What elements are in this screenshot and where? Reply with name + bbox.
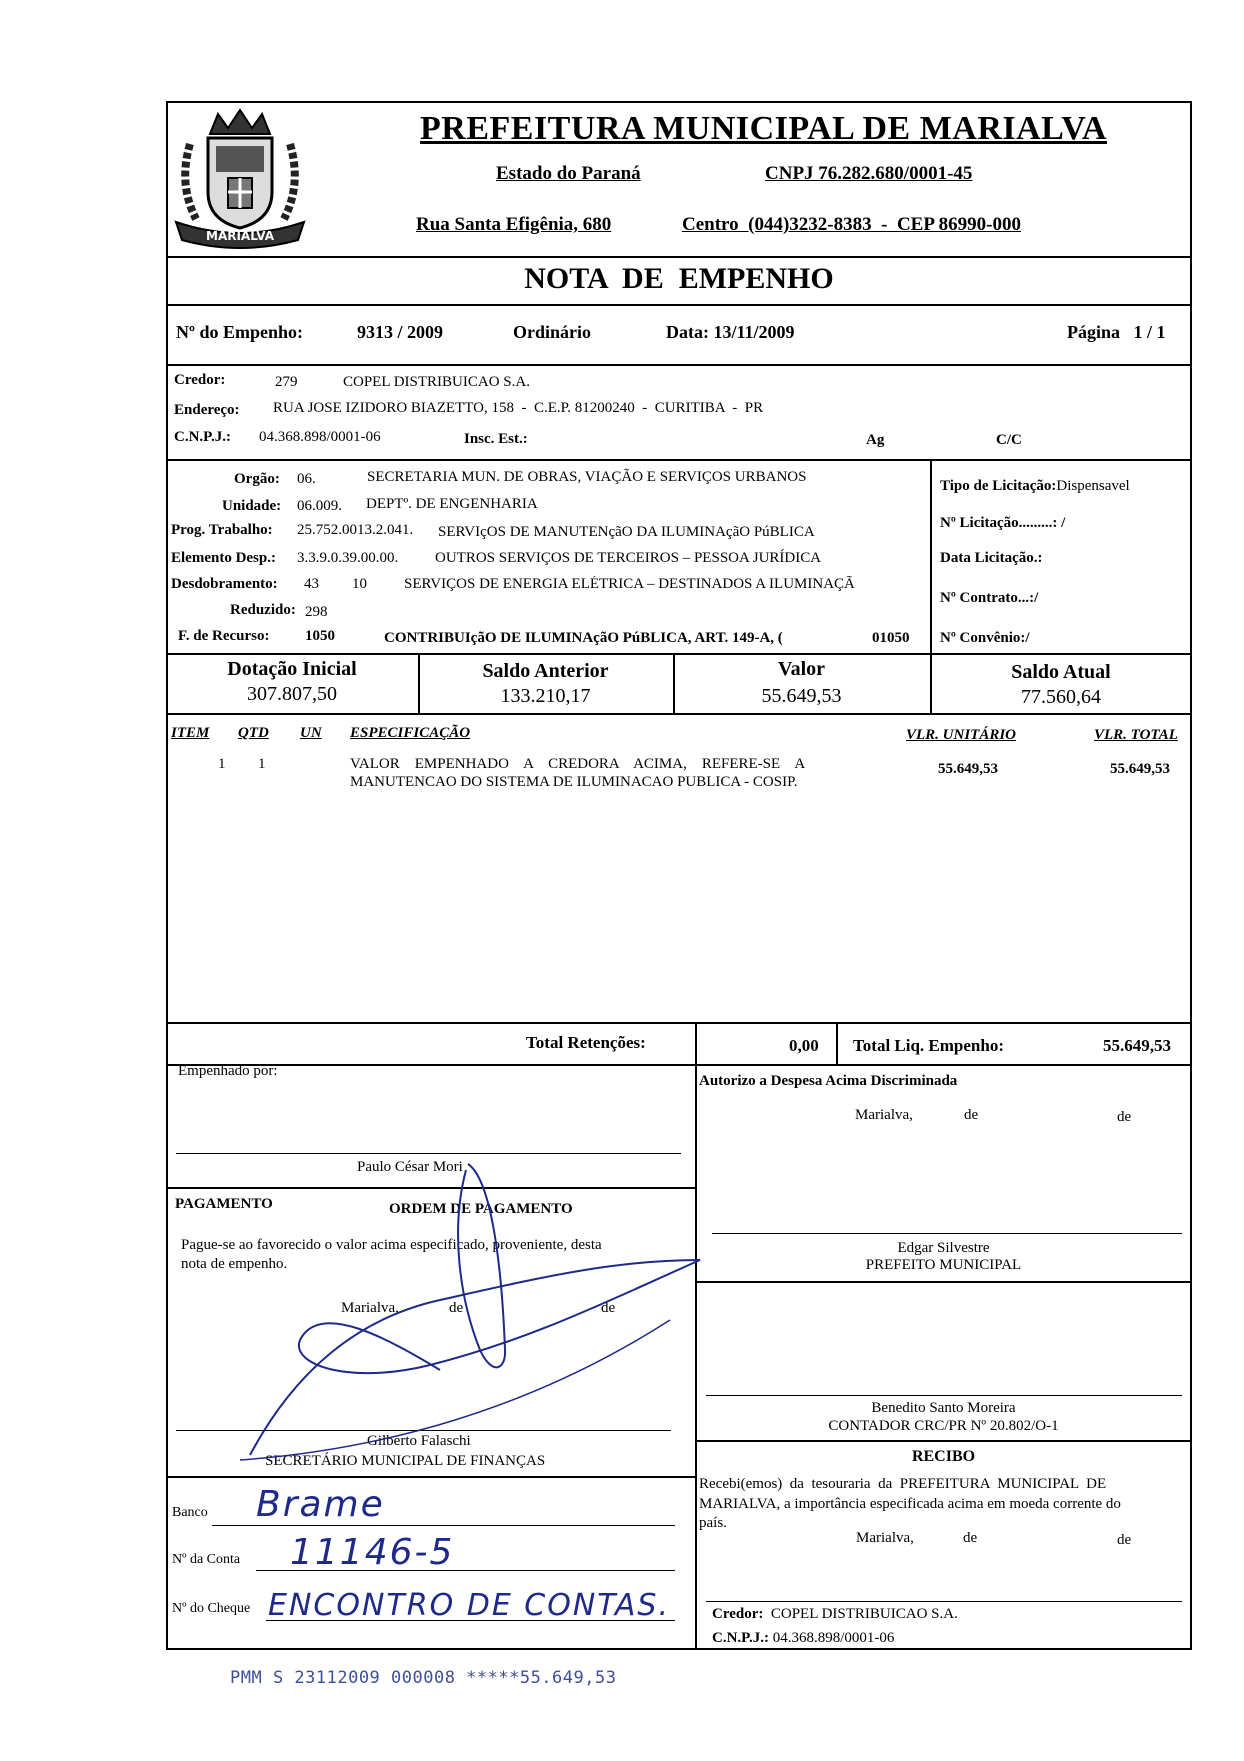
desdob-desc: SERVIÇOS DE ENERGIA ELÉTRICA – DESTINADOS A ILUMINAÇÃ <box>404 576 855 592</box>
prog-label: Prog. Trabalho: <box>171 522 273 538</box>
item-unit-value: 55.649,53 <box>938 761 998 777</box>
valor-value: 55.649,53 <box>761 685 842 707</box>
item-spec-line2: MANUTENCAO DO SISTEMA DE ILUMINACAO PUBLICA - COSIP. <box>350 774 798 790</box>
recibo-credor-label: Credor: <box>712 1606 764 1622</box>
cnpj-label: C.N.P.J.: <box>174 429 231 445</box>
tipo-licitacao-value: Dispensavel <box>1056 478 1130 494</box>
credor-address: RUA JOSE IZIDORO BIAZETTO, 158 - C.E.P. 81200240 - CURITIBA - PR <box>273 400 764 416</box>
saldo-anterior-value: 133.210,17 <box>500 685 591 707</box>
handwritten-signature <box>230 1150 710 1470</box>
orgao-code: 06. <box>297 471 316 487</box>
licitacao-number: Nº Licitação.........: / <box>940 515 1066 531</box>
page-number: Página 1 / 1 <box>1067 322 1166 342</box>
credor-name: COPEL DISTRIBUICAO S.A. <box>343 374 530 390</box>
signer2-title: SECRETÁRIO MUNICIPAL DE FINANÇAS <box>265 1453 546 1469</box>
credor-code: 279 <box>275 374 298 390</box>
col-item: ITEM <box>171 725 210 741</box>
ordem-city: Marialva, <box>341 1300 399 1316</box>
col-spec: ESPECIFICAÇÃO <box>350 725 471 741</box>
unidade-desc: DEPTº. DE ENGENHARIA <box>366 496 538 512</box>
conta-label: Nº da Conta <box>172 1552 241 1567</box>
autorizo-city: Marialva, <box>855 1107 913 1123</box>
recibo-cnpj-value: 04.368.898/0001-06 <box>772 1630 895 1646</box>
empenho-label: Nº do Empenho: <box>176 322 303 342</box>
desdob-sub: 10 <box>352 576 367 592</box>
elemento-desc: OUTROS SERVIÇOS DE TERCEIROS – PESSOA JURÍDICA <box>435 550 822 566</box>
orgao-desc: SECRETARIA MUN. DE OBRAS, VIAÇÃO E SERVIÇOS URBANOS <box>367 469 807 485</box>
recibo-line3: país. <box>699 1515 727 1531</box>
banco-label: Banco <box>172 1505 208 1520</box>
col-unit: VLR. UNITÁRIO <box>906 727 1017 743</box>
col-qtd: QTD <box>238 725 269 741</box>
header-cnpj: CNPJ 76.282.680/0001-45 <box>765 163 973 184</box>
tipo-licitacao <box>940 478 1130 495</box>
credor-cnpj: 04.368.898/0001-06 <box>259 429 381 445</box>
signer2-name: Gilberto Falaschi <box>367 1433 471 1449</box>
contador-name: Benedito Santo Moreira <box>871 1400 1016 1416</box>
reduzido-code: 298 <box>305 604 328 620</box>
reduzido-label: Reduzido: <box>230 602 296 618</box>
recibo-line1: Recebi(emos) da tesouraria da PREFEITURA MUNICIPAL DE <box>699 1476 1107 1492</box>
recibo-cnpj-label: C.N.P.J.: <box>712 1630 769 1646</box>
ordem-de1: de <box>449 1300 464 1316</box>
unidade-code: 06.009. <box>297 498 342 514</box>
pague-line1: Pague-se ao favorecido o valor acima especificado, proveniente, desta <box>181 1237 602 1253</box>
col-total: VLR. TOTAL <box>1094 727 1178 743</box>
liq-value: 55.649,53 <box>1103 1036 1171 1055</box>
item-number: 1 <box>218 756 226 772</box>
liq-label: Total Liq. Empenho: <box>853 1036 1004 1055</box>
recibo-cnpj <box>712 1630 894 1647</box>
recurso-label: F. de Recurso: <box>178 628 270 644</box>
contrato-number: Nº Contrato...:/ <box>940 590 1039 606</box>
ordem-pagamento-label: ORDEM DE PAGAMENTO <box>389 1201 573 1217</box>
retencoes-value: 0,00 <box>789 1036 819 1055</box>
autorizo-label: Autorizo a Despesa Acima Discriminada <box>699 1073 958 1089</box>
item-spec-line1: VALOR EMPENHADO A CREDORA ACIMA, REFERE-SE A <box>350 756 806 772</box>
tipo-licitacao-label: Tipo de Licitação: <box>940 478 1057 494</box>
recibo-credor <box>712 1606 958 1623</box>
prog-desc: SERVIçOS DE MANUTENçãO DA ILUMINAçãO PúBLICA <box>438 524 815 540</box>
retencoes-label: Total Retenções: <box>526 1033 646 1052</box>
header-title: PREFEITURA MUNICIPAL DE MARIALVA <box>420 110 1107 147</box>
saldo-anterior-label: Saldo Anterior <box>482 660 609 682</box>
cheque-label: Nº do Cheque <box>172 1601 251 1616</box>
recibo-credor-name: COPEL DISTRIBUICAO S.A. <box>770 1606 958 1622</box>
item-qtd: 1 <box>258 756 266 772</box>
cc-label: C/C <box>996 432 1022 448</box>
ordem-de2: de <box>601 1300 616 1316</box>
credor-label: Credor: <box>174 372 226 388</box>
header-district-phone-cep: Centro (044)3232-8383 - CEP 86990-000 <box>682 214 1021 235</box>
header-state: Estado do Paraná <box>496 163 641 184</box>
saldo-atual-value: 77.560,64 <box>1021 686 1101 708</box>
insc-est-label: Insc. Est.: <box>464 431 528 447</box>
empenho-number: 9313 / 2009 <box>357 322 444 342</box>
prog-code: 25.752.0013.2.041. <box>297 522 414 538</box>
signer1-name: Paulo César Mori <box>357 1159 463 1175</box>
autorizo-de1: de <box>964 1107 979 1123</box>
unidade-label: Unidade: <box>222 498 282 514</box>
col-un: UN <box>300 725 322 741</box>
dotacao-value: 307.807,50 <box>247 683 337 705</box>
recibo-line2: MARIALVA, a importância especificada acima em moeda corrente do <box>699 1496 1121 1512</box>
validation-stamp: PMM S 23112009 000008 *****55.649,53 <box>230 1668 617 1688</box>
prefeito-name: Edgar Silvestre <box>897 1240 990 1256</box>
recibo-label: RECIBO <box>911 1448 976 1465</box>
pagamento-label: PAGAMENTO <box>175 1196 273 1212</box>
recibo-de2: de <box>1117 1532 1132 1548</box>
ag-label: Ag <box>866 432 885 448</box>
cheque-value: ENCONTRO DE CONTAS. <box>268 1588 670 1623</box>
desdob-label: Desdobramento: <box>171 576 278 592</box>
saldo-atual-label: Saldo Atual <box>1011 661 1111 683</box>
recurso-num: 01050 <box>872 630 910 646</box>
recurso-desc: CONTRIBUIçãO DE ILUMINAçãO PúBLICA, ART. 149-A, ( <box>384 630 783 646</box>
address-label: Endereço: <box>174 402 240 418</box>
recurso-code: 1050 <box>305 628 335 644</box>
pague-line2: nota de empenho. <box>181 1256 288 1272</box>
valor-label: Valor <box>777 658 826 680</box>
contador-title: CONTADOR CRC/PR Nº 20.802/O-1 <box>828 1418 1059 1434</box>
orgao-label: Orgão: <box>234 471 280 487</box>
coat-of-arms <box>170 104 310 254</box>
convenio-number: Nº Convênio:/ <box>940 630 1030 646</box>
empenho-type: Ordinário <box>513 322 592 342</box>
header-street: Rua Santa Efigênia, 680 <box>416 214 612 235</box>
recibo-city: Marialva, <box>856 1530 914 1546</box>
licitacao-date: Data Licitação.: <box>940 550 1043 566</box>
doc-title: NOTA DE EMPENHO <box>524 262 834 295</box>
empenho-date: Data: 13/11/2009 <box>666 322 795 342</box>
item-total-value: 55.649,53 <box>1110 761 1170 777</box>
elemento-label: Elemento Desp.: <box>171 550 276 566</box>
recibo-de1: de <box>963 1530 978 1546</box>
empenhado-por-label: Empenhado por: <box>178 1063 278 1079</box>
banco-value: Brame <box>256 1484 385 1525</box>
dotacao-label: Dotação Inicial <box>227 658 357 680</box>
desdob-code: 43 <box>304 576 319 592</box>
elemento-code: 3.3.9.0.39.00.00. <box>297 550 399 566</box>
coat-of-arms-text: MARIALVA <box>206 229 274 243</box>
autorizo-de2: de <box>1117 1109 1132 1125</box>
conta-value: 11146-5 <box>290 1532 455 1573</box>
prefeito-title: PREFEITO MUNICIPAL <box>865 1257 1022 1273</box>
